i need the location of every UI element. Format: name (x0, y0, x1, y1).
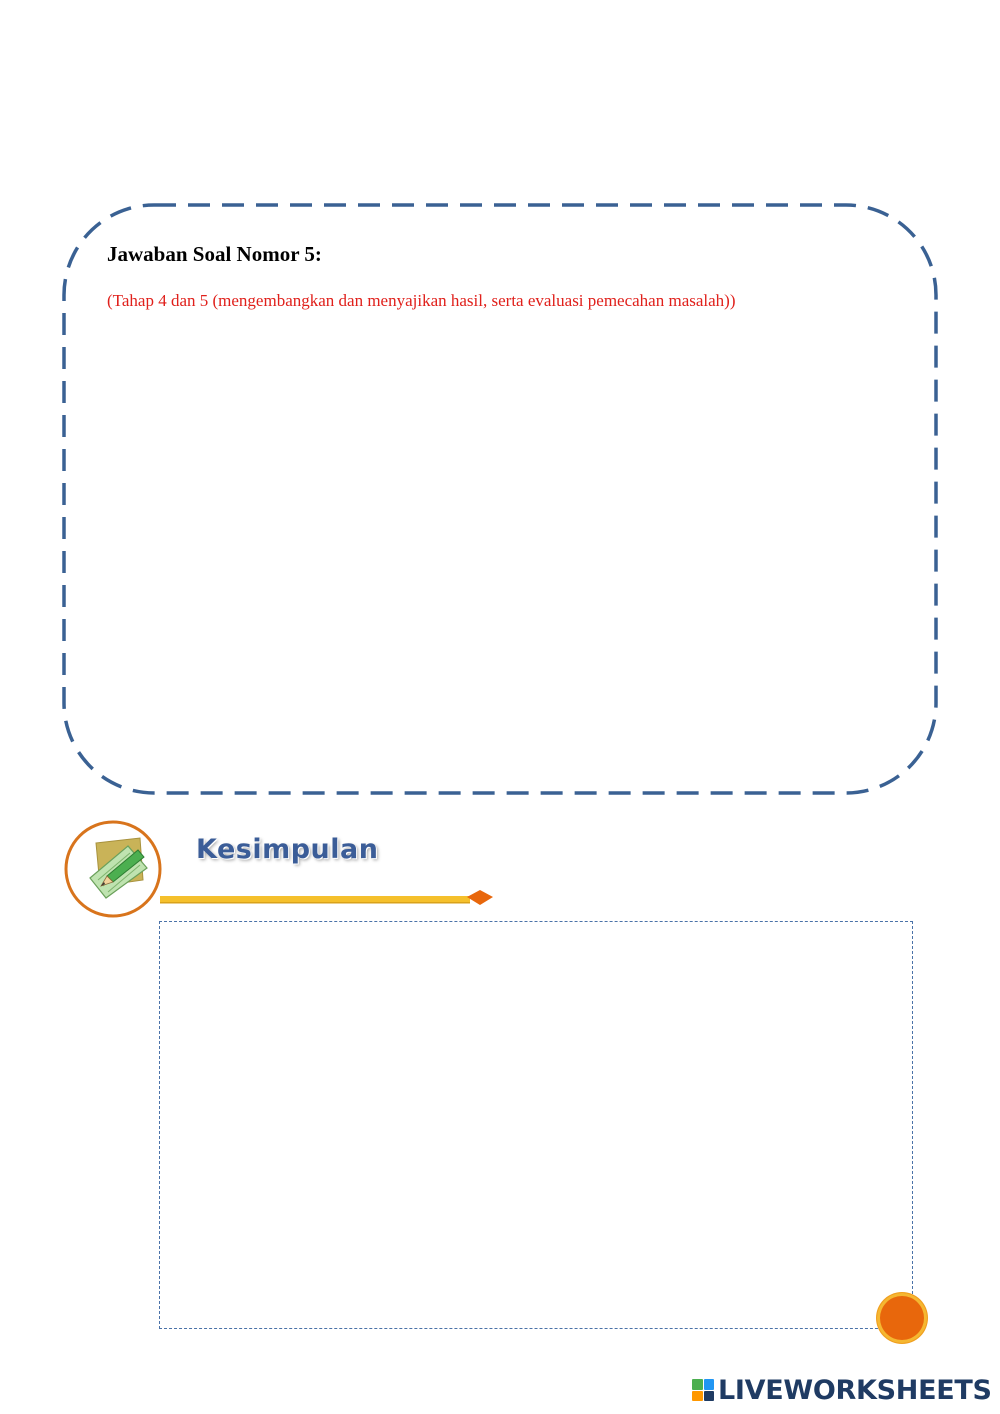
liveworksheets-logo-icon (692, 1379, 714, 1401)
decorative-dot (877, 1293, 927, 1343)
note-pencil-icon (66, 822, 160, 916)
section-header (0, 800, 1000, 930)
section-title: Kesimpulan (196, 834, 379, 865)
conclusion-box[interactable] (159, 921, 913, 1329)
answer-instructions: (Tahap 4 dan 5 (mengembangkan dan menyajikan hasil, serta evaluasi pemecahan masalah)) (107, 291, 736, 310)
brand-watermark (692, 1372, 992, 1408)
brand-name: LIVEWORKSHEETS (718, 1374, 992, 1406)
answer-title: Jawaban Soal Nomor 5: (107, 242, 322, 266)
